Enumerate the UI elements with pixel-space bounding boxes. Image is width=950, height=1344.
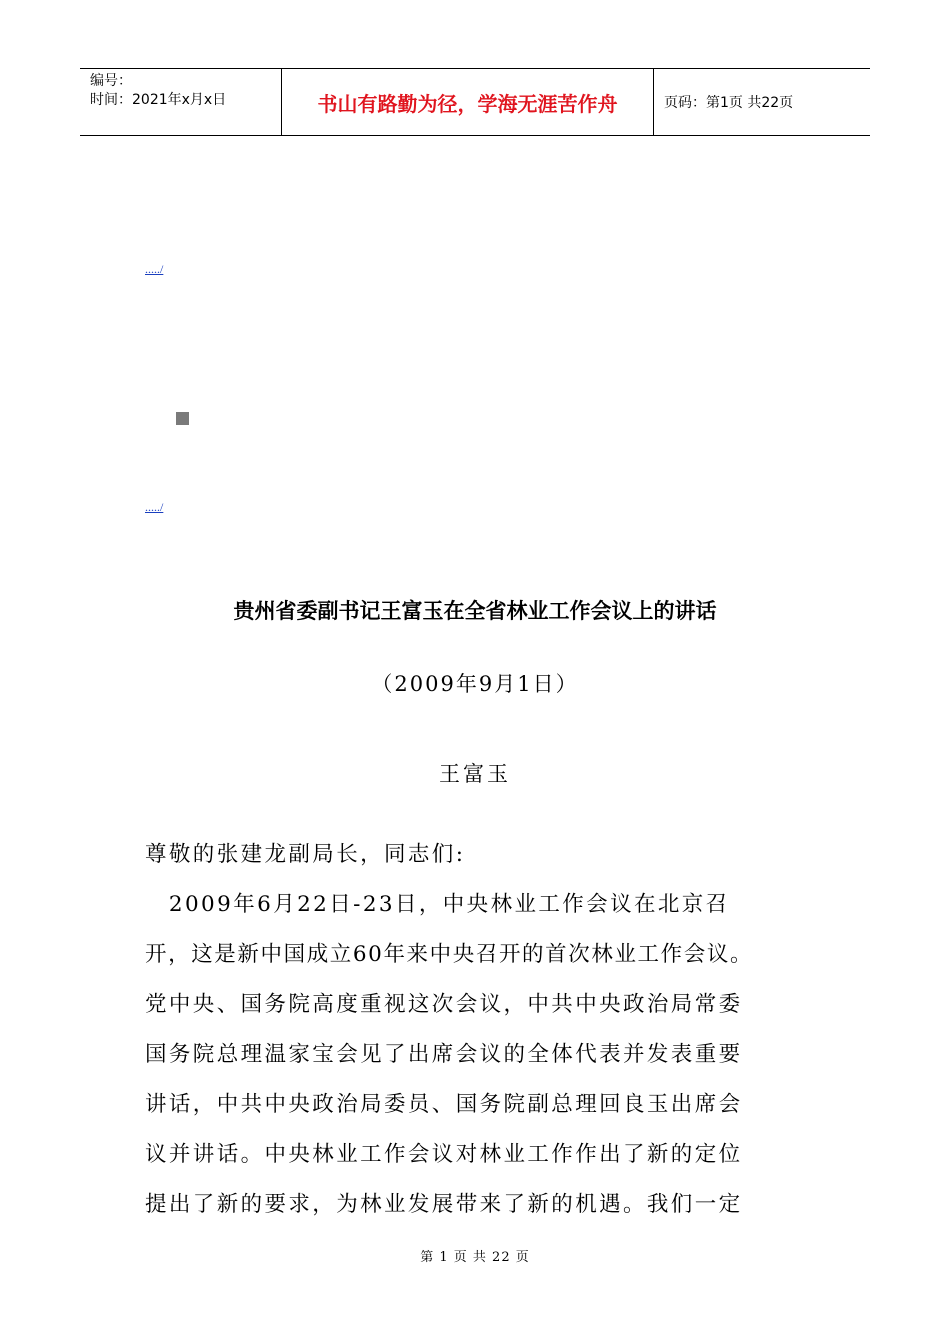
page-footer: 第 1 页 共 22 页 bbox=[420, 1250, 530, 1265]
document-author: 王富玉 bbox=[439, 762, 511, 786]
square-icon bbox=[176, 412, 189, 425]
text-line: 2009年6月22日-23日，中央林业工作会议在北京召 bbox=[145, 892, 730, 917]
text-line: 尊敬的张建龙副局长，同志们: bbox=[145, 842, 466, 867]
link-2[interactable]: ...../ bbox=[145, 500, 164, 514]
document-date: （2009年9月1日） bbox=[371, 672, 579, 696]
time-label: 时间：2021年x月x日 bbox=[90, 92, 227, 108]
body-text bbox=[145, 830, 825, 1230]
text-line: 提出了新的要求，为林业发展带来了新的机遇。我们一定 bbox=[145, 1192, 743, 1217]
text-line: 议并讲话。中央林业工作会议对林业工作作出了新的定位 bbox=[145, 1142, 743, 1167]
document-header bbox=[80, 68, 870, 136]
text-line: 国务院总理温家宝会见了出席会议的全体代表并发表重要 bbox=[145, 1042, 743, 1067]
number-label: 编号： bbox=[90, 73, 132, 89]
text-line: 讲话，中共中央政治局委员、国务院副总理回良玉出席会 bbox=[145, 1092, 743, 1117]
link-1[interactable]: ...../ bbox=[145, 262, 164, 276]
text-line: 开，这是新中国成立60年来中央召开的首次林业工作会议。 bbox=[145, 942, 754, 967]
document-title: 贵州省委副书记王富玉在全省林业工作会议上的讲话 bbox=[233, 599, 717, 623]
text-line: 党中央、国务院高度重视这次会议，中共中央政治局常委 bbox=[145, 992, 743, 1017]
header-page-label: 页码：第1页 共22页 bbox=[664, 95, 794, 111]
header-motto: 书山有路勤为径，学海无涯苦作舟 bbox=[282, 69, 654, 135]
header-meta bbox=[80, 69, 282, 135]
